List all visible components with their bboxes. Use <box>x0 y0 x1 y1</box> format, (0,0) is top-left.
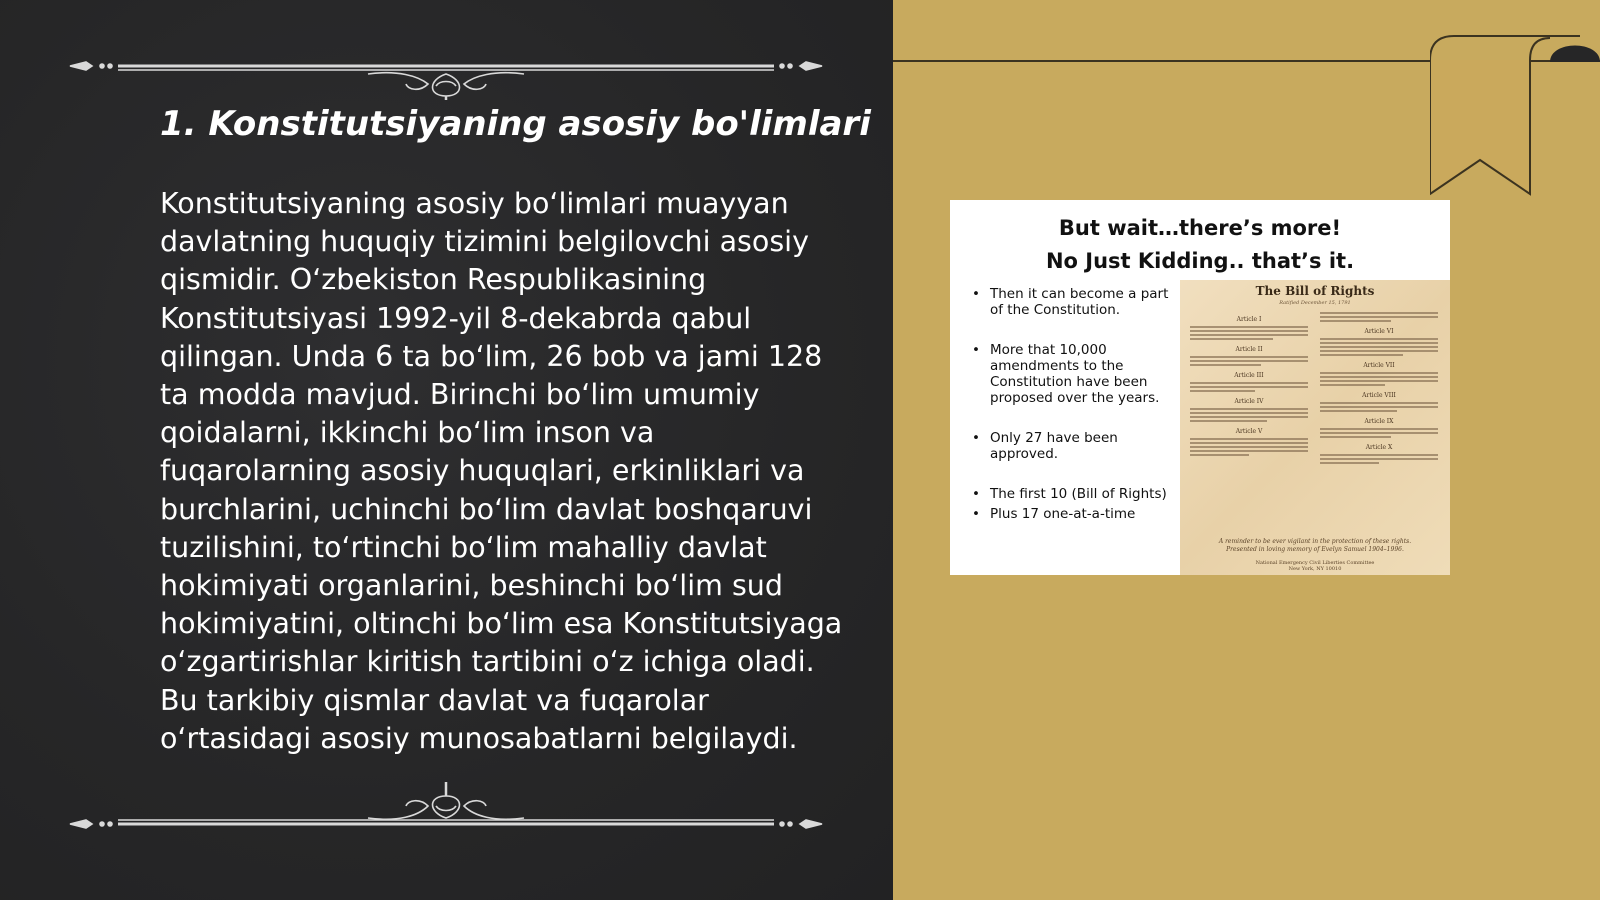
article-heading: Article II <box>1235 346 1263 353</box>
document-right-column <box>1320 310 1438 466</box>
bullet-item: • Only 27 have been approved. <box>970 430 1180 462</box>
top-ornamental-divider <box>68 40 824 100</box>
document-title: The Bill of Rights <box>1255 284 1375 298</box>
document-left-column <box>1190 310 1308 458</box>
image-heading <box>950 212 1450 278</box>
document-footer-city: New York, NY 10010 <box>1288 566 1342 572</box>
bookmark-ribbon-icon <box>1430 34 1600 204</box>
bullet-item: • Plus 17 one-at-a-time <box>970 506 1180 522</box>
image-heading-line-1: But wait…there’s more! <box>1058 216 1342 240</box>
document-subtitle: Ratified December 15, 1791 <box>1279 300 1351 306</box>
article-heading: Article III <box>1234 372 1264 379</box>
article-heading: Article VI <box>1364 328 1394 335</box>
article-heading: Article V <box>1235 428 1263 435</box>
article-heading: Article X <box>1365 444 1393 451</box>
bottom-ornamental-divider <box>68 778 824 838</box>
slide-body-text: Konstitutsiyaning asosiy boʻlimlari muayyan davlatning huquqiy tizimini belgilovchi asosiy qismidir. Oʻzbekiston Respublikasining Konstitutsiyasi 1992-yil 8-dekabrda qabul qilingan. Unda 6 ta boʻlim, 26 bob va jami 128 ta modda mavjud. Birinchi boʻlim umumiy qoidalarni, ikkinchi boʻlim inson va fuqarolarning asosiy huquqlari, erkinliklari va burchlarini, uchinchi boʻlim davlat boshqaruvi tuzilishini, toʻrtinchi boʻlim mahalliy davlat hokimiyati organlarini, beshinchi boʻlim sud hokimiyatini, oltinchi boʻlim esa Konstitutsiyaga oʻzgartirishlar kiritish tartibini oʻz ichiga oladi. Bu tarkibiy qismlar davlat va fuqarolar oʻrtasidagi asosiy munosabatlarni belgilaydi. <box>160 187 843 755</box>
document-footer-org-name: National Emergency Civil Liberties Committee <box>1255 560 1375 566</box>
bullet-item: • The first 10 (Bill of Rights) <box>970 486 1180 502</box>
document-footer-line-2: Presented in loving memory of Evelyn Samuel 1904–1996. <box>1226 546 1404 553</box>
article-heading: Article I <box>1236 316 1262 323</box>
bill-of-rights-slide-image <box>950 200 1450 575</box>
bullet-item: • More that 10,000 amendments to the Constitution have been proposed over the years. <box>970 342 1180 406</box>
article-heading: Article IX <box>1364 418 1394 425</box>
image-bullet-list <box>970 286 1180 522</box>
document-footer-org <box>1180 560 1450 572</box>
bullet-item: • Then it can become a part of the Constitution. <box>970 286 1180 318</box>
article-heading: Article VII <box>1363 362 1395 369</box>
article-heading: Article IV <box>1234 398 1264 405</box>
bill-of-rights-document <box>1180 280 1450 575</box>
slide-title: 1. Konstitutsiyaning asosiy bo'limlari <box>160 104 871 144</box>
image-heading-line-2: No Just Kidding.. that’s it. <box>1045 249 1355 273</box>
document-footer <box>1180 538 1450 554</box>
article-heading: Article VIII <box>1362 392 1396 399</box>
document-footer-line-1: A reminder to be ever vigilant in the protection of these rights. <box>1218 538 1412 545</box>
